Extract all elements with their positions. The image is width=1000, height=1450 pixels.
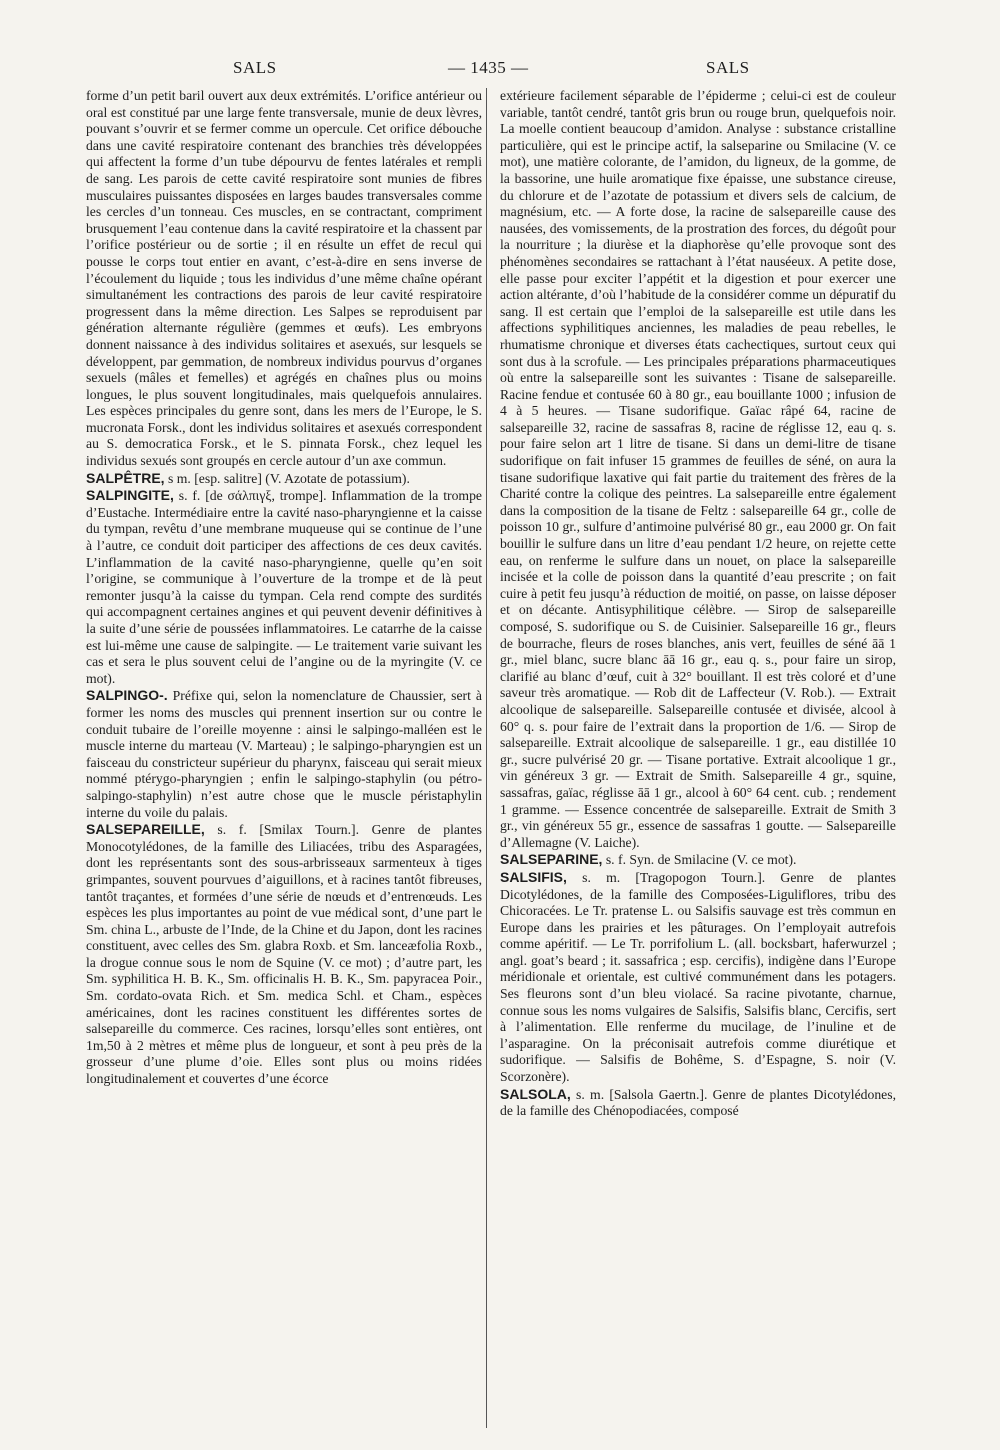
dictionary-entry [500,851,896,869]
entry-headword: SALSEPAREILLE, [86,821,205,838]
dictionary-entry [86,687,482,821]
entry-text: extérieure facilement séparable de l’épiderme ; celui-ci est de couleur variable, tantôt cendré, tantôt gris brun ou rouge brun, quelquefois noir. La moelle contient beaucoup d’amidon. Analyse : substance cristalline particulière, qui est le principe actif, la salseparine ou Smilacine (V. ce mot), une matière colorante, de l’amidon, du ligneux, de la gomme, de la bassorine, une huile aromatique fixe épaisse, une substance cireuse, du chlorure et de l’azotate de potassium et divers sels de calcium, de magnésium, etc. — A forte dose, la racine de salsepareille cause des nausées, des vomissements, de la prostration des forces, du dégoût pour la nourriture ; la diurèse et la diaphorèse qu’elle provoque sont des phénomènes secondaires se rattachant à l’état nauséeux. A petite dose, elle passe pour exciter l’appétit et la digestion et pour exercer une action altérante, d’où l’habitude de la considérer comme un dépuratif du sang. Il est certain que l’emploi de la salsepareille est utile dans les affections syphilitiques anciennes, les maladies de peau rebelles, le rhumatisme chronique et diverses états cachectiques, surtout ceux qui sont dus à la scrofule. — Les principales préparations pharmaceutiques où entre la salsepareille sont les suivantes : Tisane de salsepareille. Racine fendue et contusée 60 à 80 gr., eau bouillante 1000 ; infusion de 4 à 5 heures. — Tisane sudorifique. Gaïac râpé 64, racine de salsepareille 32, racine de sassafras 8, racine de réglisse 12, eau q. s. pour faire selon art 1 litre de tisane. Si dans un demi-litre de tisane sudorifique on fait infuser 15 grammes de feuilles de séné, on aura la tisane sudorifique laxative qui fait partie du traitement des frères de la Charité contre la colique des peintres. La salsepareille entre également dans la composition de la tisane de Feltz : salsepareille 64 gr., colle de poisson 10 gr., sulfure d’antimoine pulvérisé 80 gr., eau 2000 gr. On fait bouillir le sulfure dans un litre d’eau pendant 1/2 heure, on rejette cette eau, on renferme le sulfure dans un nouet, on place la salsepareille incisée et la colle de poisson dans la quantité d’eau prescrite ; on fait cuire à petit feu jusqu’à réduction de moitié, on passe, on laisse déposer et on décante. Antisyphilitique célèbre. — Sirop de salsepareille composé, S. sudorifique ou S. de Cuisinier. Salsepareille 16 gr., fleurs de bourrache, fleurs de roses blanches, anis vert, feuilles de séné āā 1 gr., miel blanc, sucre blanc āā 16 gr., eau q. s., pour faire un sirop, clarifié au blanc d’œuf, cuit à 32° bouillant. Il est très coloré et d’une saveur très aromatique. — Rob dit de Laffecteur (V. Rob.). — Extrait alcoolique de salsepareille. Salsepareille contusée et divisée, alcool à 60° q. s. pour faire de l’extrait dans la proportion de 1/6. — Sirop de salsepareille. Extrait alcoolique de salsepareille. 1 gr., eau distillée 10 gr., sucre pulvérisé 20 gr. — Tisane portative. Extrait alcoolique 1 gr., vin généreux 3 gr. — Extrait de Smith. Salsepareille 4 gr., squine, sassafras, gaïac, réglisse āā 1 gr., alcool à 60° 64 cent. cub. ; rendement 1 gramme. — Essence concentrée de salsepareille. Extrait de Smith 3 gr., vin généreux 55 gr., essence de sassafras 1 goutte. — Salsepareille d’Allemagne (V. Laiche). [500,88,896,850]
entry-headword: SALPINGO-. [86,687,168,704]
column-divider [486,88,487,1428]
entry-text: forme d’un petit baril ouvert aux deux extrémités. L’orifice antérieur ou oral est constitué par une large fente transversale, munie de deux lèvres, pouvant s’ouvrir et se fermer comme un opercule. Cet orifice débouche dans une cavité respiratoire contenant des branchies très développées qui affectent la forme d’un tube dépourvu de fentes latérales et rempli de sang. Les parois de cette cavité respiratoire sont munies de fibres musculaires puissantes disposées en larges baudes transversales comme les cercles d’un tonneau. Ces muscles, en se contractant, compriment brusquement l’eau contenue dans la cavité respiratoire et la chassent par l’orifice postérieur ou de sortie ; il en résulte un effet de recul qui pousse le corps tout entier en avant, c’est-à-dire en sens inverse de l’écoulement du liquide ; tous les individus d’une même chaîne opérant simultanément les contractions des parois de leur cavité respiratoire progressent dans la même direction. Les Salpes se reproduisent par génération alternante régulière (gemmes et œufs). Les embryons donnent naissance à des individus solitaires et asexués, sur lesquels se développent, par gemmation, de nombreux individus pourvus d’organes sexuels (mâles et femelles) et agrégés en chaînes plus ou moins longues, le plus souvent longitudinales, mais quelquefois annulaires. Les espèces principales du genre sont, dans les mers de l’Europe, le S. mucronata Forsk., dont les individus solitaires et asexués correspondent au S. democratica Forsk., et le S. pinnata Forsk., chez lequel les individus sexués sont groupés en cercle autour d’un axe commun. [86,88,482,469]
running-head-left: SALS [233,58,277,77]
continued-text [500,88,896,851]
continued-text [86,88,482,470]
entry-text: s m. [esp. salitre] (V. Azotate de potassium). [164,470,410,486]
entry-text: s. m. [Tragopogon Tourn.]. Genre de plantes Dicotylédones, de la famille des Composées-Liguliflores, tribu des Chicoracées. Le Tr. pratense L. ou Salsifis sauvage est très commun en Europe dans les prairies et les pâturages. On l’employait autrefois comme apéritif. — Le Tr. porrifolium L. (all. bocksbart, haferwurzel ; angl. goat’s beard ; it. sassafrica ; esp. cercifis), indigène dans l’Europe méridionale et orientale, est cultivé communément dans les potagers. Ses fleurons sont d’un bleu violacé. Sa racine pivotante, charnue, connue sous les noms vulgaires de Salsifis, Salsifis blanc, Cercifis, sert à l’alimentation. Elle renferme du mucilage, de l’inuline et de l’asparagine. On la préconisait autrefois comme diurétique et sudorifique. — Salsifis de Bohême, S. d’Espagne, S. noir (V. Scorzonère). [500,869,896,1085]
dictionary-entry [500,869,896,1086]
entry-text: Préfixe qui, selon la nomenclature de Chaussier, sert à former les noms des muscles qui prennent insertion sur ou contre le conduit tubaire de l’oreille moyenne : ainsi le salpingo-malléen est le muscle interne du marteau (V. Marteau) ; le salpingo-pharyngien est un faisceau du constricteur supérieur du pharynx, faisceau qui serait mieux nommé ptérygo-pharyngien ; enfin le salpingo-staphylin (ou pétro-salpingo-staphylin) n’est autre chose que le muscle péristaphylin interne du voile du palais. [86,688,482,820]
dictionary-entry [86,487,482,687]
entry-text: s. m. [Salsola Gaertn.]. Genre de plantes Dicotylédones, de la famille des Chénopodiacées, composé [500,1086,896,1119]
entry-text: s. f. [Smilax Tourn.]. Genre de plantes Monocotylédones, de la famille des Liliacées, tribu des Asparagées, dont les représentants sont des sous-arbrisseaux sarmenteux à tiges grimpantes, souvent pourvues d’aiguillons, et à racines tantôt fibreuses, tantôt traçantes, et formées d’une série de nœuds et d’entrenœuds. Les espèces les plus importantes au point de vue médical sont, d’une part le Sm. china L., arbuste de l’Inde, de la Chine et du Japon, dont les racines constituent, avec celles des Sm. glabra Roxb. et Sm. lanceæfolia Roxb., la drogue connue sous le nom de Squine (V. ce mot) ; d’autre part, les Sm. syphilitica H. B. K., Sm. officinalis H. B. K., Sm. papyracea Poir., Sm. cordato-ovata Rich. et Sm. medica Schl. et Cham., espèces américaines, dont les racines constituent les différentes sortes de salsepareille du commerce. Ces racines, lorsqu’elles sont entières, ont 1m,50 à 2 mètres et même plus de longueur, et sont à peu près de la grosseur d’une plume d’oie. Elles sont plus ou moins ridées longitudinalement et couvertes d’une écorce [86,822,482,1087]
entry-text: s. f. [de σάλπιγξ, trompe]. Inflammation de la trompe d’Eustache. Intermédiaire entre la cavité naso-pharyngienne et la caisse du tympan, revêtu d’une membrane muqueuse qui se continue de l’une à l’autre, ce conduit doit participer des affections de ces deux cavités. L’inflammation de la cavité naso-pharyngienne, quelle qu’en soit l’origine, se communique à l’ouverture de la trompe et de là peut remonter jusqu’à la caisse du tympan. Cela rend compte des surdités qui accompagnent certaines angines et qui peuvent devenir définitives à la suite d’une série de poussées inflammatoires. Le catarrhe de la caisse est lui-même une cause de salpingite. — Le traitement varie suivant les cas et sera le plus souvent celui de l’angine ou de la myringite (V. ce mot). [86,488,482,686]
running-head-right: SALS [706,58,750,77]
entry-headword: SALPÊTRE, [86,469,165,486]
dictionary-entry [500,1086,896,1120]
entry-headword: SALSOLA, [500,1085,571,1102]
dictionary-entry [86,470,482,488]
left-column [86,88,482,1088]
right-column [500,88,896,1120]
page-number: — 1435 — [448,58,529,77]
entry-headword: SALSIFIS, [500,868,567,885]
dictionary-entry [86,821,482,1088]
entry-headword: SALSEPARINE, [500,851,603,868]
entry-text: s. f. Syn. de Smilacine (V. ce mot). [602,852,797,868]
entry-headword: SALPINGITE, [86,487,174,504]
